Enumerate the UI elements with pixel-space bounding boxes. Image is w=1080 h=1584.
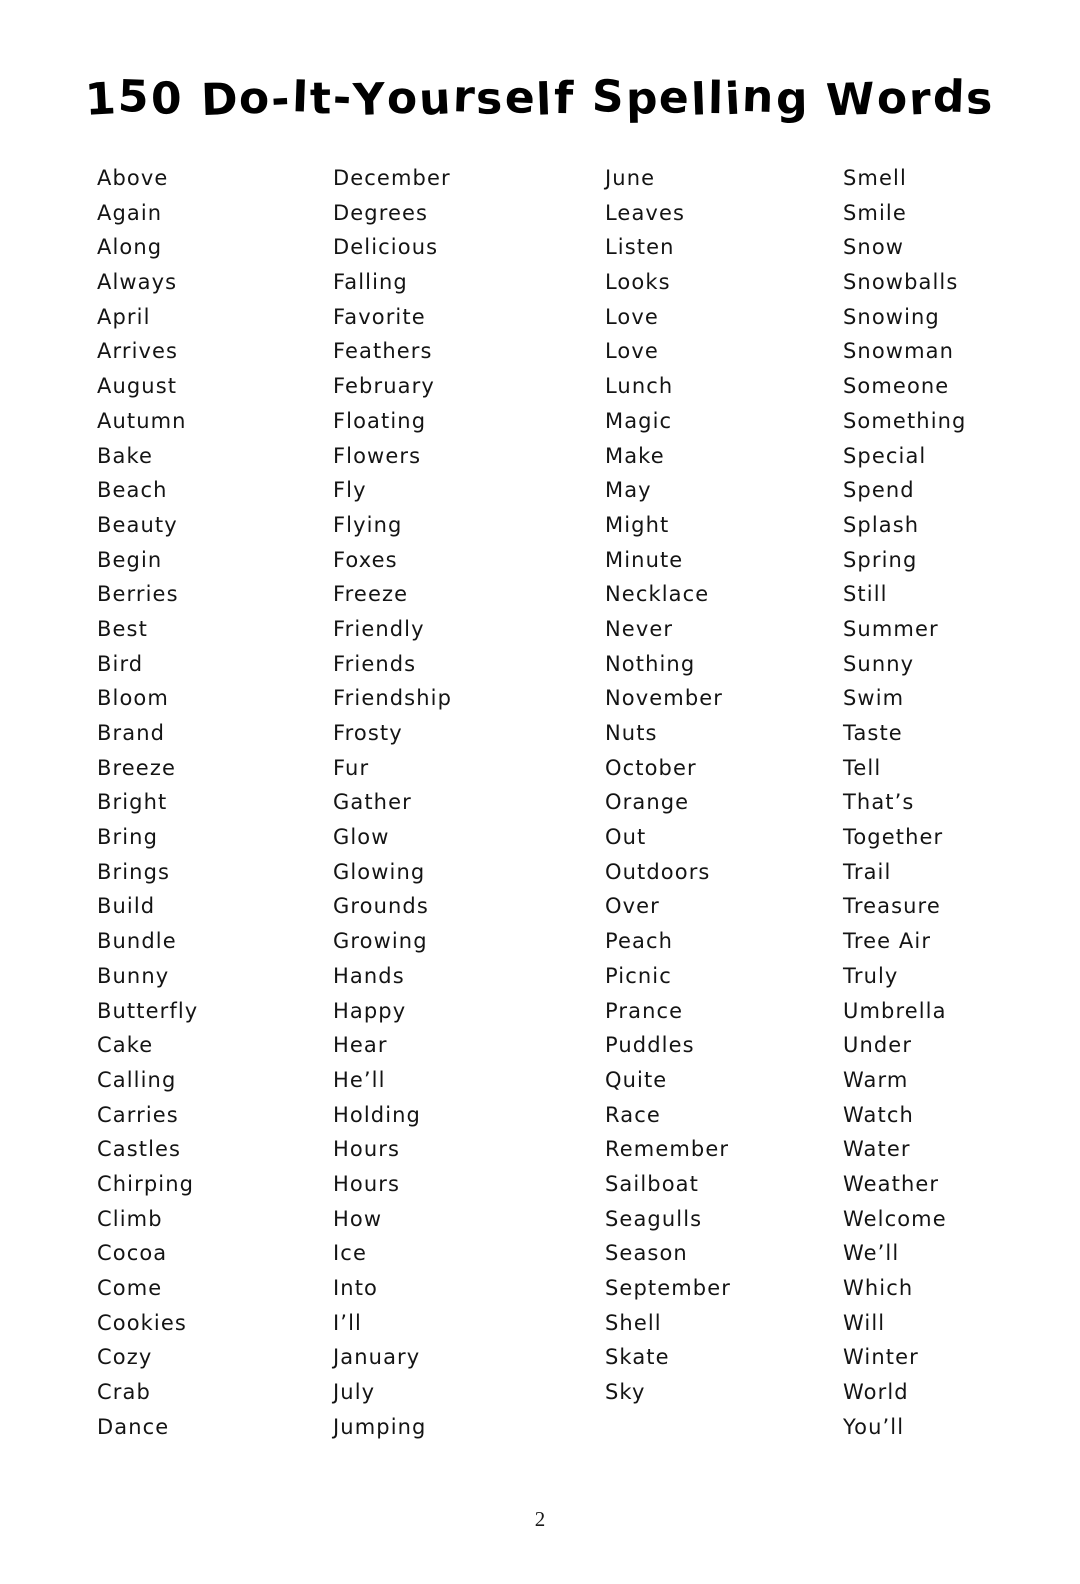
word-item: Ice (333, 1241, 367, 1266)
word-item: Into (333, 1276, 378, 1300)
word-item: Bring (97, 825, 159, 850)
word-item: Splash (843, 512, 920, 537)
word-item: Over (605, 894, 660, 919)
word-item: Freeze (333, 582, 409, 607)
word-item: How (333, 1206, 383, 1231)
word-item: January (333, 1345, 421, 1370)
word-item: Watch (843, 1102, 914, 1127)
word-item: Truly (843, 963, 899, 988)
word-item: Jumping (333, 1414, 427, 1439)
word-item: Bunny (97, 963, 170, 988)
word-item: Race (605, 1102, 661, 1127)
word-item: February (333, 374, 435, 399)
word-item: Beach (97, 478, 168, 503)
word-item: Floating (333, 408, 427, 433)
word-item: Love (605, 339, 659, 364)
word-item: Snowman (843, 339, 954, 364)
word-item: Welcome (843, 1206, 947, 1231)
word-item: Smile (843, 200, 907, 225)
word-item: Together (843, 825, 944, 850)
word-item: Spend (843, 478, 915, 503)
word-item: Bloom (97, 686, 169, 711)
word-item: Make (605, 443, 665, 468)
word-item: Favorite (333, 304, 426, 329)
word-item: Frosty (333, 721, 403, 745)
word-item: Nothing (605, 651, 696, 676)
word-item: Hands (333, 963, 405, 988)
word-item: Puddles (605, 1033, 695, 1058)
word-item: Quite (605, 1067, 668, 1092)
word-item: Feathers (333, 339, 433, 364)
word-item: Will (843, 1310, 886, 1335)
word-item: Seagulls (605, 1206, 703, 1231)
word-item: Winter (843, 1345, 919, 1370)
word-item: Special (843, 443, 927, 468)
word-item: We’ll (843, 1241, 900, 1266)
word-item: Flying (333, 512, 403, 537)
word-item: Summer (843, 616, 939, 641)
word-item: Tree Air (843, 929, 932, 954)
word-item: Picnic (605, 963, 672, 988)
word-item: Orange (605, 790, 690, 815)
word-item: Remember (605, 1137, 730, 1162)
word-item: Under (843, 1033, 913, 1058)
word-item: Fly (333, 478, 367, 503)
word-item: He’ll (333, 1067, 386, 1092)
word-item: Butterfly (97, 998, 199, 1023)
word-item: Someone (843, 374, 950, 399)
word-column-3 (605, 161, 843, 1444)
word-item: Love (605, 304, 659, 329)
word-item: Nuts (605, 721, 658, 745)
word-item: Degrees (333, 200, 429, 225)
word-item: Shell (605, 1310, 662, 1335)
word-item: Flowers (333, 443, 422, 468)
word-item: Swim (843, 686, 905, 711)
word-item: Trail (843, 859, 892, 884)
word-item: Sailboat (605, 1171, 699, 1196)
word-item: Tell (843, 755, 882, 780)
word-item: Never (605, 616, 674, 641)
word-item: Glow (333, 825, 390, 850)
word-item: Warm (843, 1067, 909, 1092)
word-item: Snowing (843, 304, 940, 329)
word-item: Bright (97, 790, 168, 815)
word-item: Calling (97, 1067, 177, 1092)
word-item: Water (843, 1137, 911, 1162)
word-column-4 (843, 161, 1040, 1444)
word-item: World (843, 1380, 909, 1405)
word-item: Crab (97, 1380, 151, 1405)
word-item: Gather (333, 790, 412, 815)
word-item: Grounds (333, 894, 429, 919)
word-item: Castles (97, 1137, 182, 1162)
word-item: May (605, 478, 652, 503)
word-item: Fur (333, 755, 370, 780)
word-item: Again (97, 200, 163, 225)
word-item: October (605, 755, 697, 780)
word-item: Sunny (843, 651, 915, 676)
word-item: Peach (605, 929, 674, 954)
word-item: Still (843, 582, 888, 607)
word-item: Falling (333, 270, 408, 295)
word-item: Treasure (843, 894, 941, 919)
word-item: September (605, 1276, 731, 1300)
word-item: July (333, 1380, 376, 1405)
word-item: Cookies (97, 1310, 187, 1335)
word-item: Foxes (333, 547, 398, 572)
word-item: Come (97, 1276, 163, 1300)
word-item: Snow (843, 235, 905, 260)
word-item: Snowballs (843, 270, 959, 295)
word-item: Season (605, 1241, 688, 1266)
word-item: Minute (605, 547, 684, 572)
word-item: Smell (843, 166, 907, 190)
word-item: Cocoa (97, 1241, 168, 1266)
word-item: Autumn (97, 408, 187, 433)
word-item: Always (97, 270, 178, 295)
word-item: Build (97, 894, 156, 919)
word-item: Umbrella (843, 998, 947, 1023)
word-item: Skate (605, 1345, 670, 1370)
word-item: Leaves (605, 200, 686, 225)
word-item: Delicious (333, 235, 439, 260)
word-item: Happy (333, 998, 407, 1023)
word-item: Hours (333, 1171, 401, 1196)
word-item: Listen (605, 235, 675, 260)
word-item: Bake (97, 443, 154, 468)
page-number: 2 (534, 1507, 546, 1531)
word-item: June (605, 166, 656, 190)
word-column-1 (97, 161, 333, 1444)
word-item: Carries (97, 1102, 179, 1127)
word-item: Chirping (97, 1171, 195, 1196)
word-item: Out (605, 825, 647, 850)
word-item: Above (97, 166, 169, 190)
word-item: Magic (605, 408, 673, 433)
word-item: Along (97, 235, 163, 260)
word-column-2 (333, 161, 605, 1444)
word-item: Glowing (333, 859, 426, 884)
word-item: Dance (97, 1414, 170, 1439)
word-item: That’s (843, 790, 915, 815)
word-item: Outdoors (605, 859, 711, 884)
word-item: Hours (333, 1137, 401, 1162)
word-item: December (333, 166, 451, 190)
word-item: April (97, 304, 151, 329)
word-item: Looks (605, 270, 671, 295)
word-item: Growing (333, 929, 428, 954)
word-item: Brand (97, 721, 166, 745)
word-item: Climb (97, 1206, 163, 1231)
word-list (97, 161, 1040, 1444)
word-item: Necklace (605, 582, 710, 607)
word-item: Hear (333, 1033, 388, 1058)
word-item: Sky (605, 1380, 646, 1405)
word-item: Brings (97, 859, 171, 884)
word-item: Something (843, 408, 967, 433)
word-item: Bundle (97, 929, 177, 954)
word-item: Bird (97, 651, 144, 676)
word-item: November (605, 686, 724, 711)
word-item: Holding (333, 1102, 421, 1127)
word-item: Breeze (97, 755, 176, 780)
word-item: Weather (843, 1171, 940, 1196)
word-item: Best (97, 616, 148, 641)
word-item: Beauty (97, 512, 178, 537)
word-item: Begin (97, 547, 163, 572)
word-item: Friendship (333, 686, 452, 711)
word-item: Berries (97, 582, 179, 607)
word-item: Which (843, 1276, 914, 1300)
word-item: Taste (843, 721, 903, 745)
word-item: Spring (843, 547, 918, 572)
word-item: Prance (605, 998, 684, 1023)
word-item: Friends (333, 651, 417, 676)
word-item: Cake (97, 1033, 154, 1058)
word-item: August (97, 374, 178, 399)
word-item: I’ll (333, 1310, 362, 1335)
word-item: Friendly (333, 616, 425, 641)
word-item: You’ll (843, 1414, 905, 1439)
word-item: Lunch (605, 374, 674, 399)
word-item: Might (605, 512, 670, 537)
word-item: Cozy (97, 1345, 153, 1370)
word-item: Arrives (97, 339, 179, 364)
page-title: 150 Do-It-Yourself Spelling Words (84, 71, 996, 127)
